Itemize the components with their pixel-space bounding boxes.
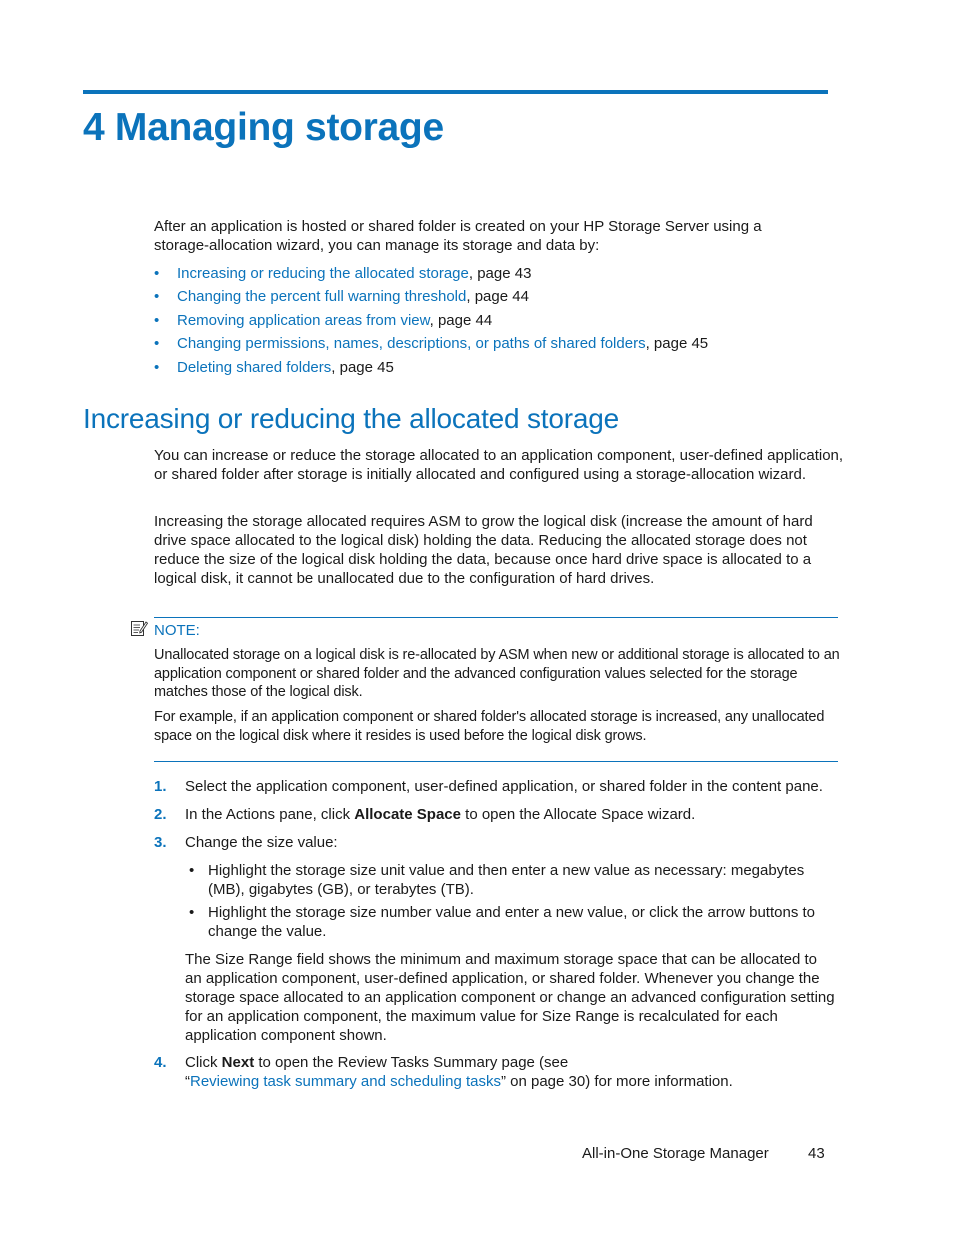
list-item <box>154 357 834 380</box>
note-paragraph-2: For example, if an application component or shared folder's allocated storage is increased, any unallocated space on the logical disk where it resides is used before the logical disk grows. <box>154 709 825 744</box>
step-3-sub-1: Highlight the storage size unit value and then enter a new value as necessary: megabytes (MB), gigabytes (GB), or terabytes (TB). <box>208 862 805 898</box>
review-tasks-link[interactable]: Reviewing task summary and scheduling tasks <box>190 1073 501 1090</box>
section-paragraph-2: Increasing the storage allocated requires ASM to grow the logical disk (increase the amount of hard drive space allocated to the logical disk) holding the data. Reducing the allocated storage does not reduce the size of the logical disk holding the data, because once hard drive space is allocated to a logical disk, it cannot be unallocated due to the configuration of hard drives. <box>154 513 813 587</box>
topic-link[interactable]: Changing the percent full warning threshold <box>177 288 467 306</box>
footer-title: All-in-One Storage Manager <box>582 1145 769 1162</box>
topic-list <box>154 263 834 380</box>
bullet-icon: • <box>154 288 160 306</box>
sub-bullet-icon: • <box>189 862 195 879</box>
step-3-sub-2: Highlight the storage size number value and enter a new value, or click the arrow buttons to change the value. <box>208 904 816 940</box>
step-4-mid: to open the Review Tasks Summary page (see <box>254 1054 569 1071</box>
step-4-post: ” on page 30) for more information. <box>500 1073 733 1090</box>
list-item <box>154 263 834 286</box>
sub-bullet-icon: • <box>189 904 195 921</box>
list-item <box>154 333 834 356</box>
intro-paragraph: After an application is hosted or shared folder is created on your HP Storage Server using a storage-allocation wizard, you can manage its storage and data by: <box>154 218 762 254</box>
step-1-text: Select the application component, user-defined application, or shared folder in the content pane. <box>185 778 823 795</box>
bullet-icon: • <box>154 358 160 376</box>
page-ref: , page 43 <box>468 265 532 282</box>
topic-link[interactable]: Removing application areas from view <box>177 311 430 329</box>
list-item <box>154 310 834 333</box>
step-4-open-quote: “ <box>185 1073 190 1090</box>
step-4-text <box>185 1053 835 1091</box>
list-item <box>154 286 834 309</box>
next-term: Next <box>221 1054 255 1071</box>
step-2-post: to open the Allocate Space wizard. <box>460 806 696 823</box>
note-bottom-rule <box>154 761 838 762</box>
size-range-paragraph: The Size Range field shows the minimum and maximum storage space that can be allocated to an application component, user-defined application, or shared folder. Whenever you change the storage space allocated to an application component or change an advanced configuration setting for an application component, the maximum value for Size Range is recalculated for each application component shown. <box>185 951 835 1044</box>
chapter-title: 4 Managing storage <box>83 106 444 149</box>
page-ref: , page 44 <box>466 288 529 306</box>
step-4-number: 4. <box>154 1054 167 1071</box>
section-paragraph-1: You can increase or reduce the storage allocated to an application component, user-defined application, or shared folder after storage is initially allocated and configured using a storage-allocation wizard. <box>154 447 844 483</box>
allocate-space-term: Allocate Space <box>354 806 461 823</box>
note-paragraph-1: Unallocated storage on a logical disk is re-allocated by ASM when new or additional storage is allocated to an application component or shared folder and the advanced configuration values selected for the storage matches those of the logical disk. <box>154 647 840 700</box>
page-ref: , page 44 <box>429 311 493 329</box>
topic-link[interactable]: Changing permissions, names, descriptions, or paths of shared folders <box>177 335 646 353</box>
bullet-icon: • <box>154 265 160 282</box>
step-3-text: Change the size value: <box>185 834 338 851</box>
page-ref: , page 45 <box>331 358 394 376</box>
step-4-pre: Click <box>185 1054 222 1071</box>
note-top-rule <box>154 617 838 618</box>
topic-link[interactable]: Increasing or reducing the allocated storage <box>177 265 469 282</box>
chapter-top-rule <box>83 90 828 94</box>
bullet-icon: • <box>154 335 160 353</box>
step-2-text <box>185 805 835 824</box>
topic-link[interactable]: Deleting shared folders <box>177 358 332 376</box>
step-2-number: 2. <box>154 806 167 823</box>
step-3-number: 3. <box>154 834 167 851</box>
page-number: 43 <box>808 1145 825 1162</box>
note-label: NOTE: <box>154 622 200 639</box>
page-ref: , page 45 <box>645 335 709 353</box>
section-title: Increasing or reducing the allocated storage <box>83 403 619 434</box>
bullet-icon: • <box>154 311 160 329</box>
note-icon <box>130 619 148 637</box>
step-2-pre: In the Actions pane, click <box>185 806 355 823</box>
step-1-number: 1. <box>154 778 167 795</box>
